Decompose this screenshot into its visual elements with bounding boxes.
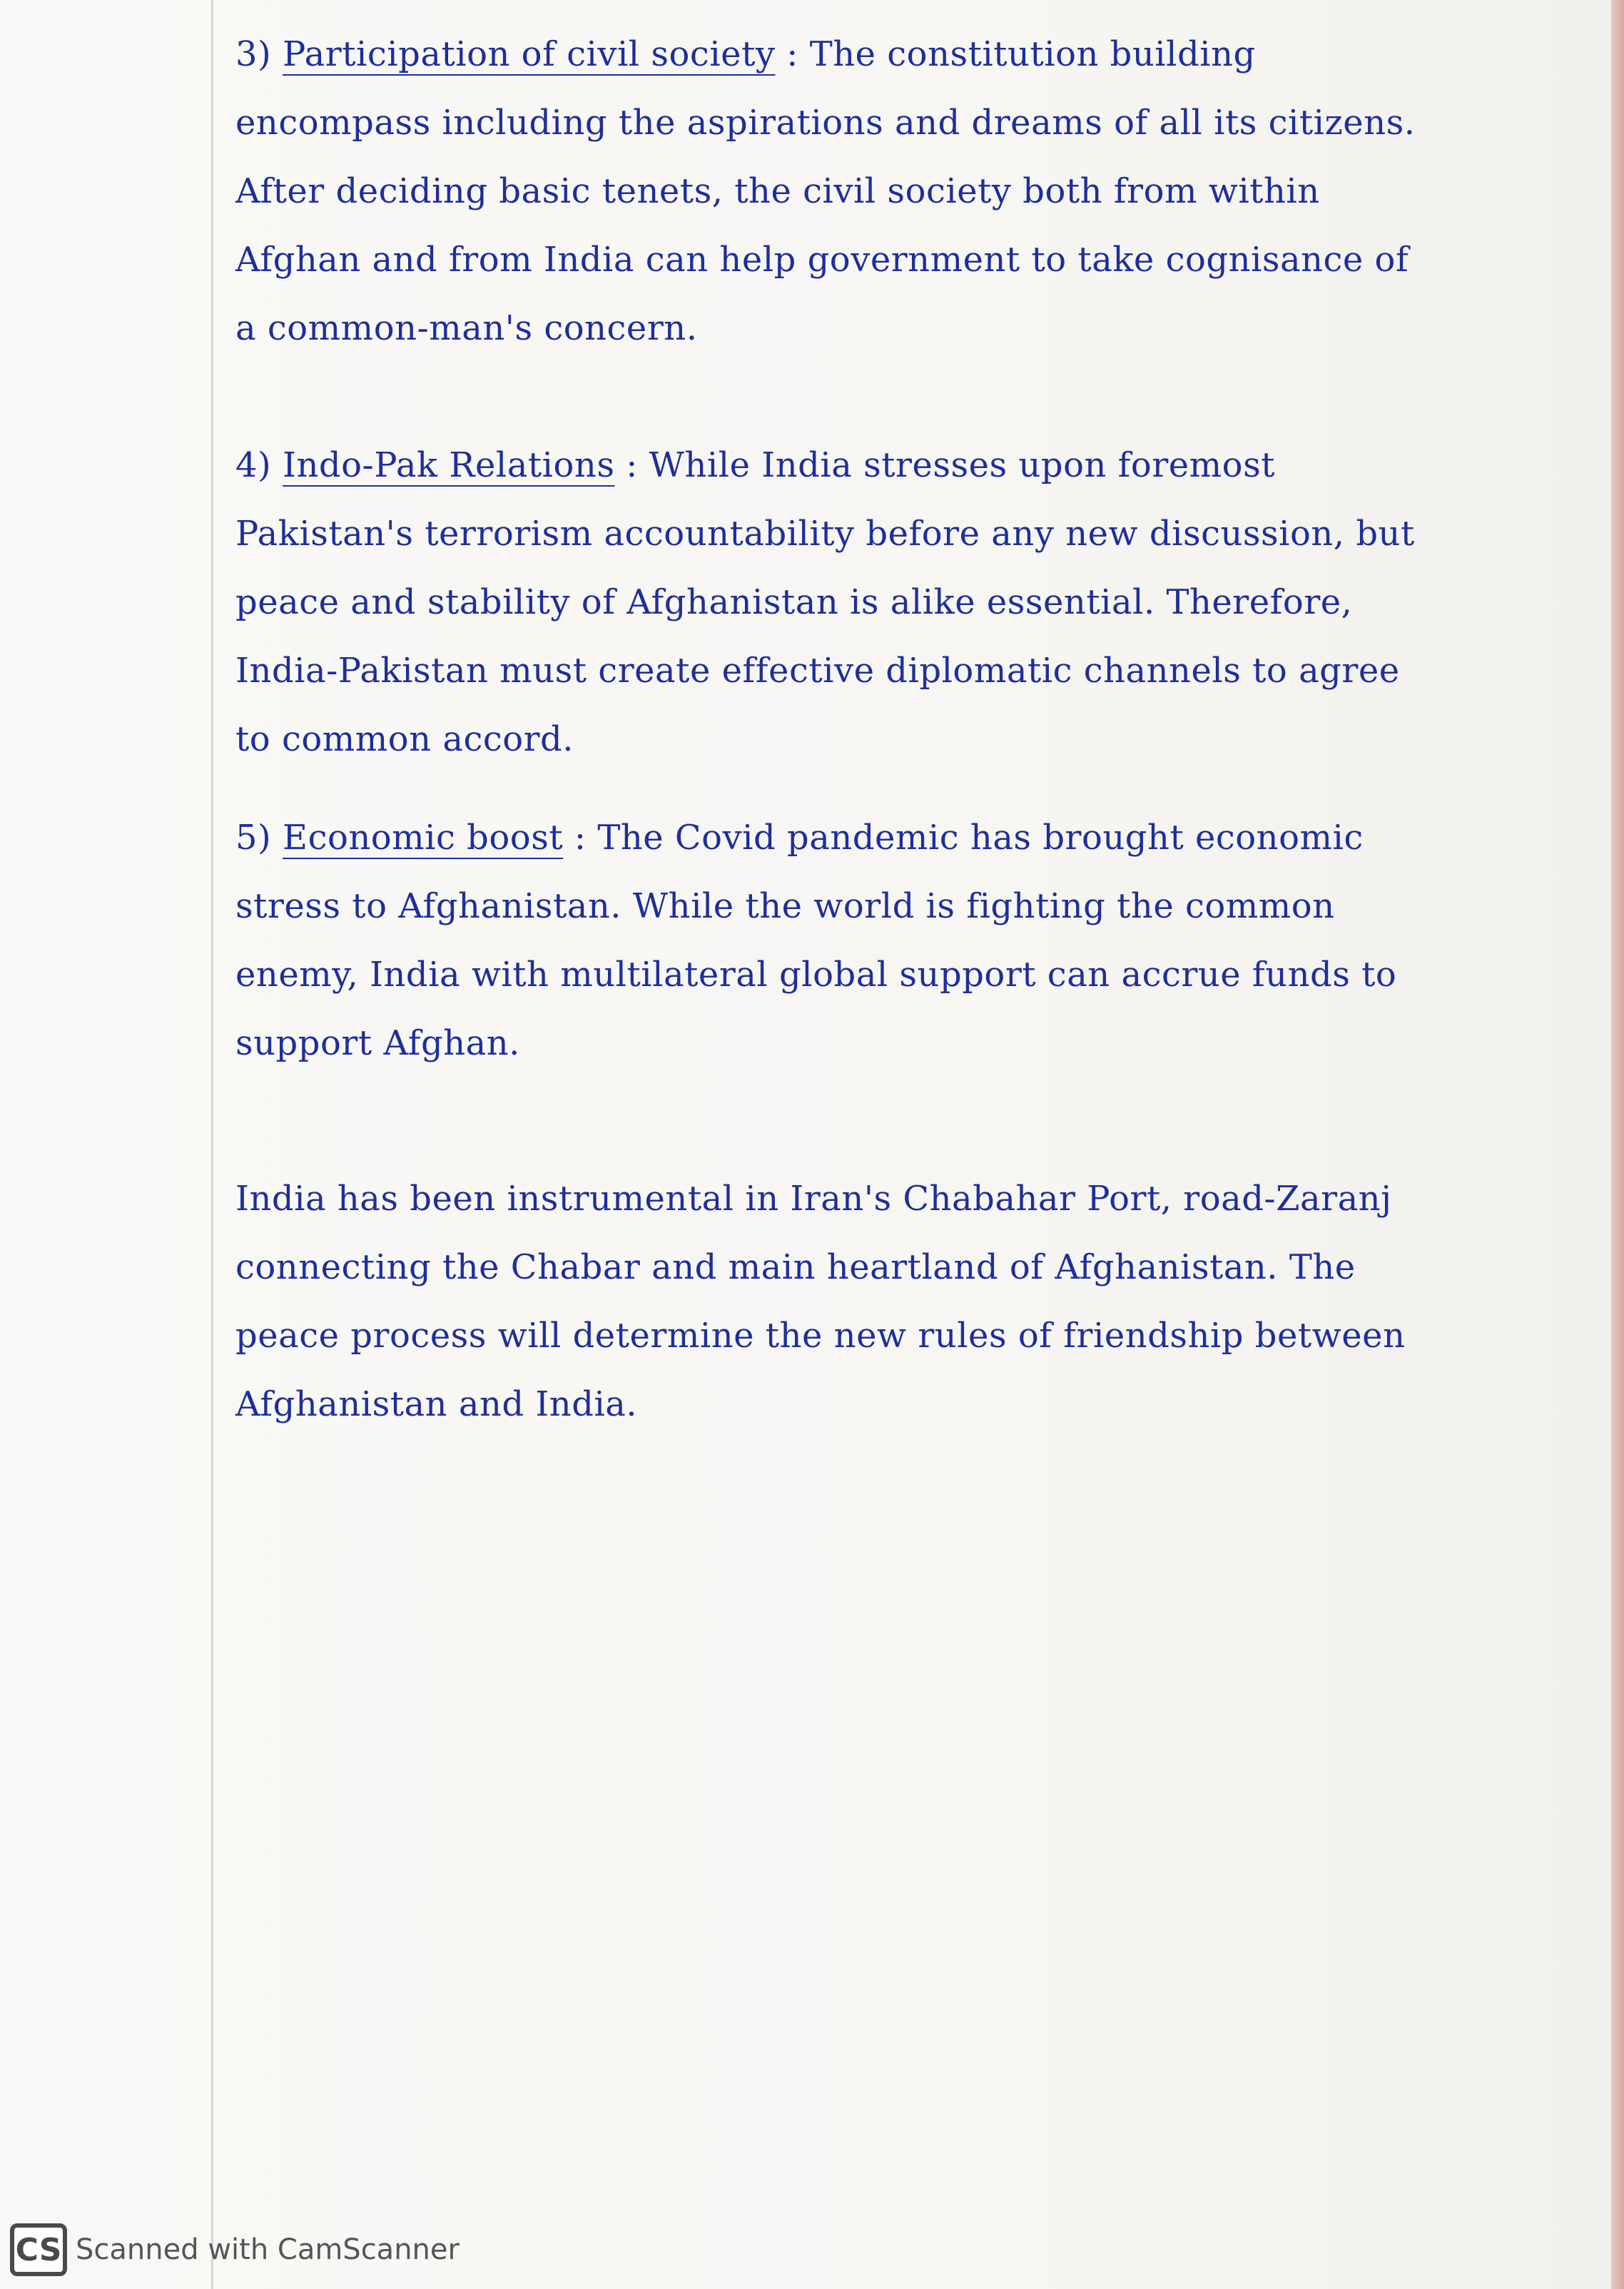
margin-line <box>211 0 213 2289</box>
paragraph-3-separator: : <box>786 34 798 74</box>
camscanner-logo: CS <box>10 2223 67 2276</box>
paragraph-spacer <box>235 1077 1434 1164</box>
paragraph-3-body: The constitution building encompass including the aspirations and dreams of all its citizens. After deciding basic tenets, the civil society both from within Afghan and from India can help government to take cognisance of a common-man's concern. <box>235 34 1416 348</box>
camscanner-watermark <box>10 2218 460 2282</box>
paragraph-5-heading: Economic boost <box>283 818 564 858</box>
watermark-text: Scanned with CamScanner <box>76 2233 460 2266</box>
paragraph-4-number: 4) <box>235 445 272 485</box>
page-edge-shadow <box>1611 0 1624 2289</box>
handwritten-notes <box>235 20 1434 1438</box>
paragraph-5-body: The Covid pandemic has brought economic stress to Afghanistan. While the world is fighting the common enemy, India with multilateral global support can accrue funds to support Afghan. <box>235 818 1397 1063</box>
paragraph-4-body: While India stresses upon foremost Pakistan's terrorism accountability before any new discussion, but peace and stability of Afghanistan is alike essential. Therefore, India-Pakistan must create effective diplomatic channels to agree to common accord. <box>235 445 1415 759</box>
paragraph-5-separator: : <box>574 818 587 858</box>
paragraph-4-heading: Indo-Pak Relations <box>283 445 615 485</box>
paragraph-3-heading: Participation of civil society <box>283 34 776 74</box>
paragraph-4 <box>235 431 1434 773</box>
paragraph-spacer <box>235 362 1434 431</box>
paragraph-4-separator: : <box>626 445 638 485</box>
conclusion-paragraph: India has been instrumental in Iran's Chabahar Port, road-Zaranj connecting the Chabar and main heartland of Afghanistan. The peace process will determine the new rules of friendship between Afghanistan and India. <box>235 1179 1406 1424</box>
paragraph-spacer <box>235 773 1434 803</box>
paragraph-3 <box>235 20 1434 362</box>
paragraph-3-number: 3) <box>235 34 272 74</box>
paragraph-5-number: 5) <box>235 818 272 858</box>
paragraph-5 <box>235 803 1434 1077</box>
